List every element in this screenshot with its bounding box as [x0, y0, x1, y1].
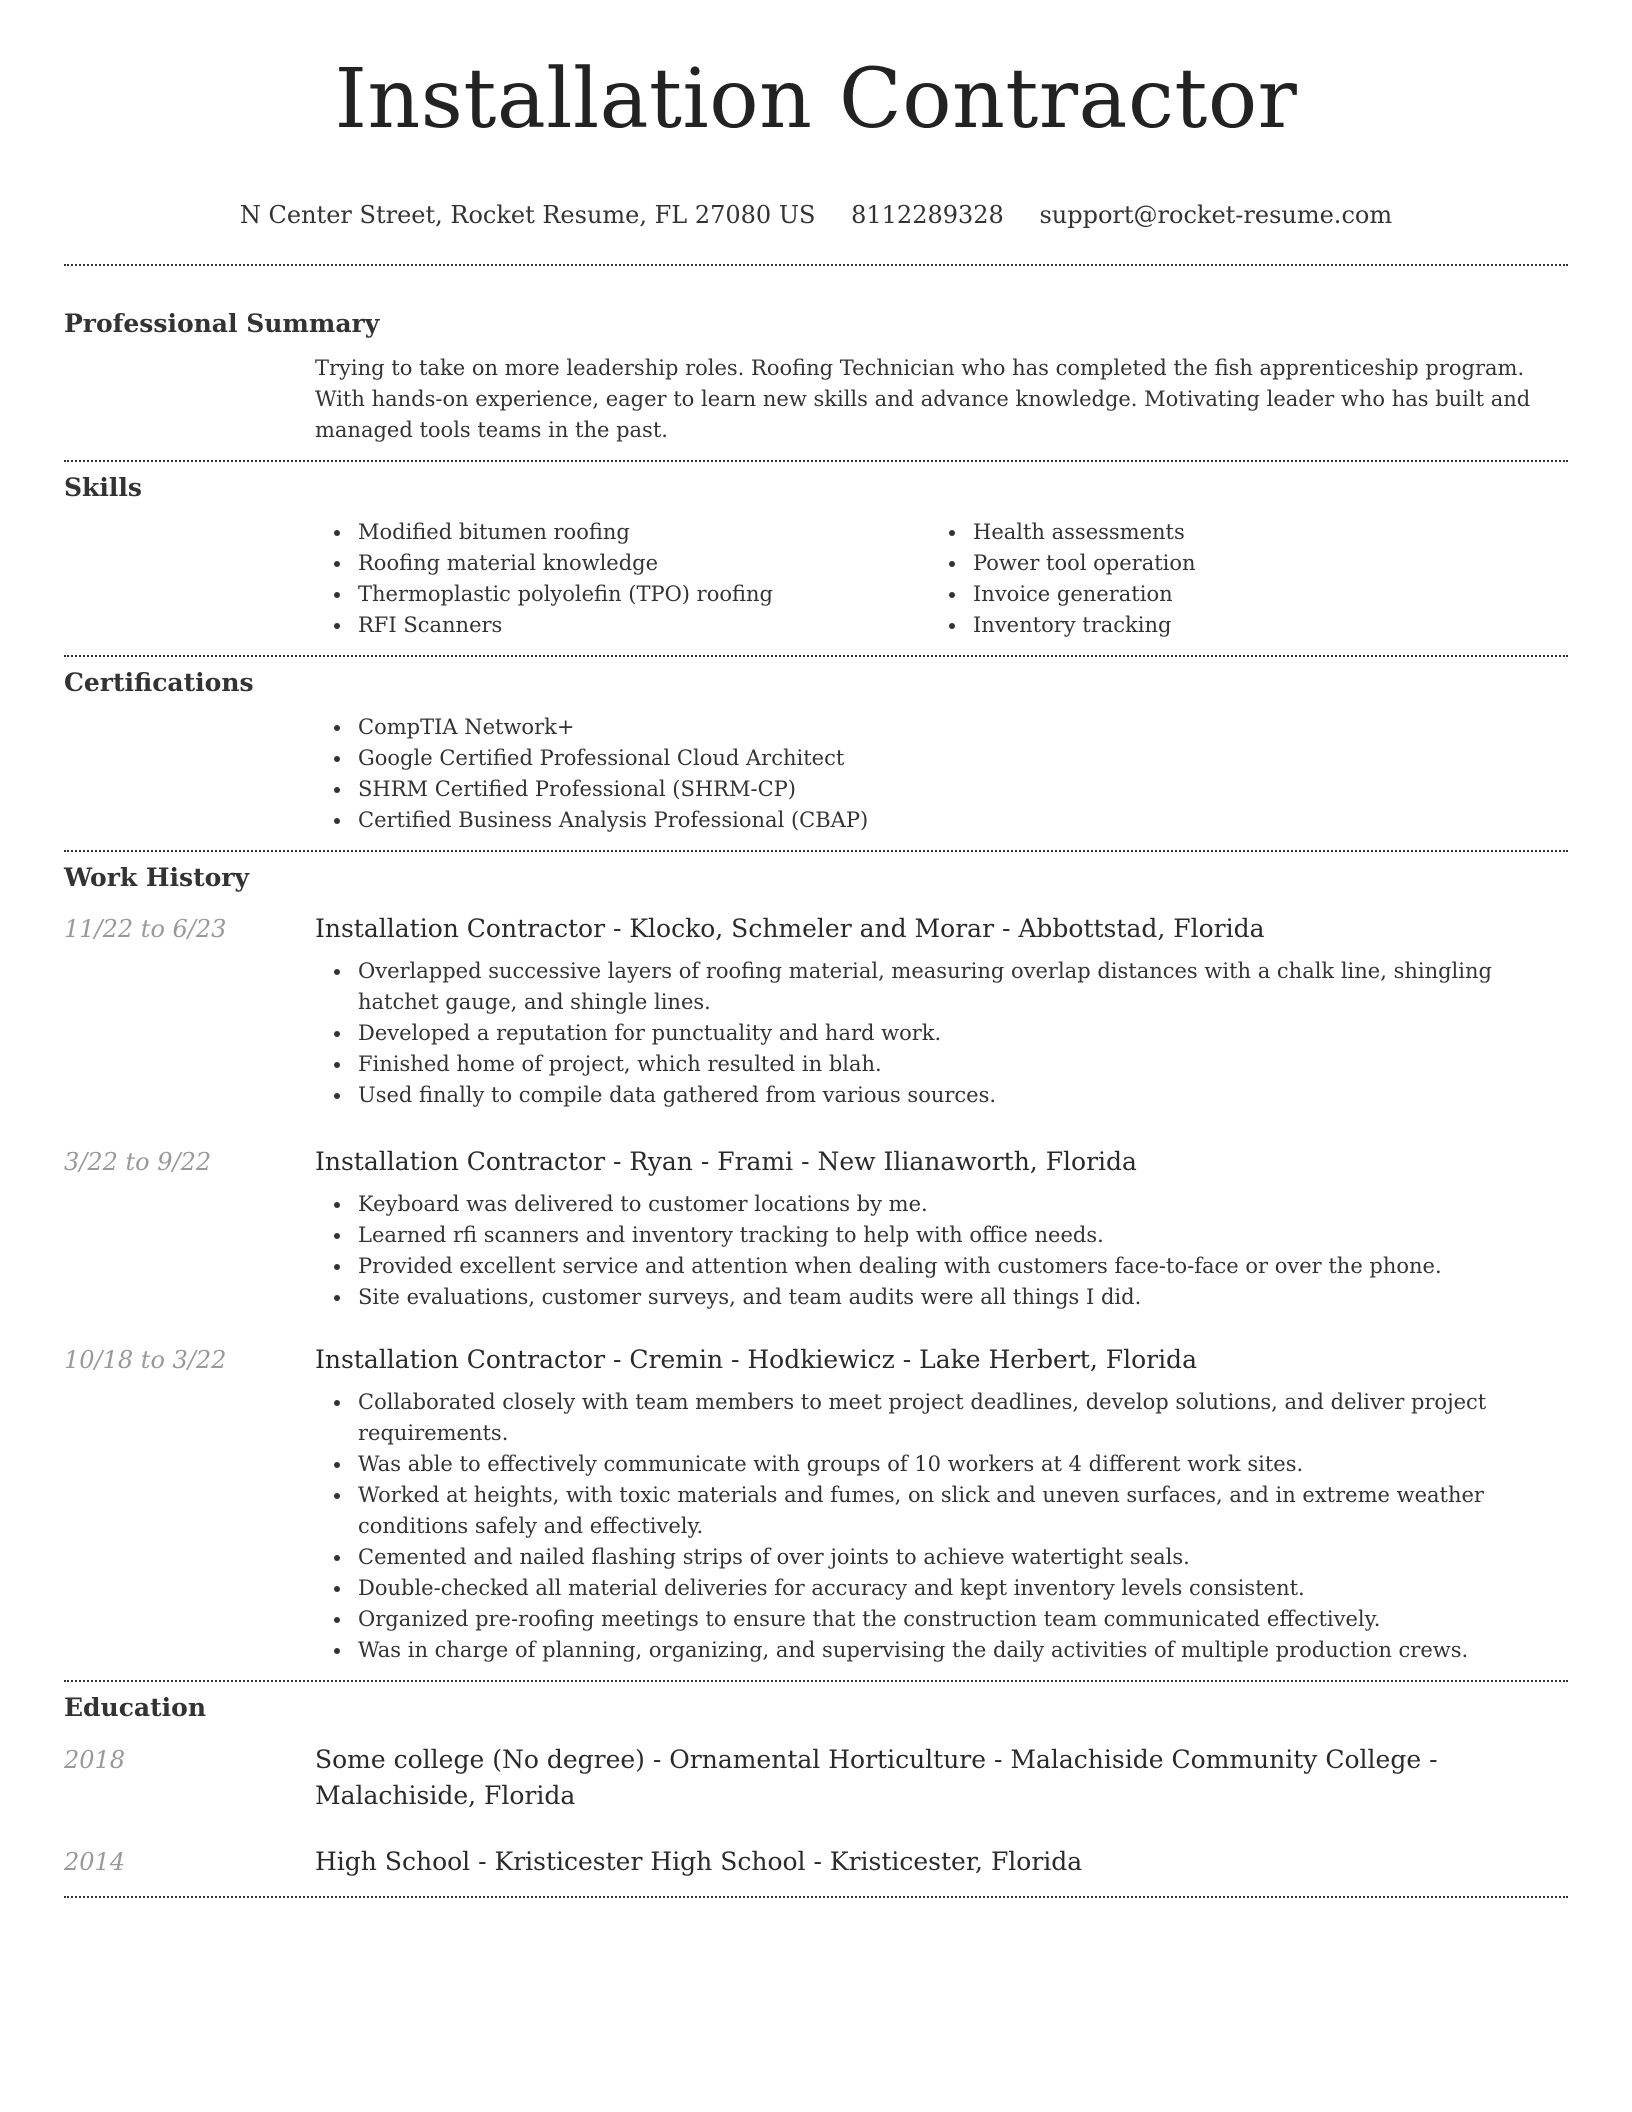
education-year: 2018: [64, 1746, 126, 1774]
summary-section: [64, 266, 1568, 460]
skill-item: Roofing material knowledge: [315, 548, 930, 579]
skill-item: Health assessments: [930, 517, 1545, 548]
job-bullet: Keyboard was delivered to customer locations by me.: [315, 1189, 1568, 1220]
job-entry: [64, 1343, 1568, 1680]
skills-list-right: [930, 517, 1545, 641]
skills-section: [64, 462, 1568, 655]
job-bullet: Finished home of project, which resulted in blah.: [315, 1049, 1568, 1080]
job-heading: Installation Contractor - Cremin - Hodkiewicz - Lake Herbert, Florida: [315, 1345, 1197, 1374]
job-bullet: Double-checked all material deliveries for accuracy and kept inventory levels consistent.: [315, 1573, 1568, 1604]
job-dates: 11/22 to 6/23: [64, 915, 227, 943]
certification-item: Google Certified Professional Cloud Architect: [315, 743, 1568, 774]
job-bullet: Collaborated closely with team members to meet project deadlines, develop solutions, and deliver project requirements.: [315, 1387, 1568, 1449]
job-bullet: Site evaluations, customer surveys, and team audits were all things I did.: [315, 1282, 1568, 1313]
education-year: 2014: [64, 1848, 126, 1876]
skill-item: Invoice generation: [930, 579, 1545, 610]
contact-phone: 8112289328: [851, 201, 1004, 229]
skills-list-left: [315, 517, 930, 641]
job-bullet: Was able to effectively communicate with groups of 10 workers at 4 different work sites.: [315, 1449, 1568, 1480]
job-bullet: Overlapped successive layers of roofing material, measuring overlap distances with a chalk line, shingling hatchet gauge, and shingle lines.: [315, 956, 1568, 1018]
job-entry: [64, 912, 1568, 1111]
resume-header: [64, 0, 1568, 230]
education-title: Education: [64, 1693, 207, 1722]
work-history-title: Work History: [64, 863, 250, 892]
job-bullet: Organized pre-roofing meetings to ensure that the construction team communicated effectively.: [315, 1604, 1568, 1635]
certification-item: Certified Business Analysis Professional (CBAP): [315, 805, 1568, 836]
job-heading: Installation Contractor - Klocko, Schmeler and Morar - Abbottstad, Florida: [315, 914, 1265, 943]
job-bullet: Provided excellent service and attention when dealing with customers face-to-face or over the phone.: [315, 1251, 1568, 1282]
job-bullets: [315, 956, 1568, 1111]
job-dates: 10/18 to 3/22: [64, 1346, 227, 1374]
skill-item: Inventory tracking: [930, 610, 1545, 641]
skill-item: Power tool operation: [930, 548, 1545, 579]
certification-item: CompTIA Network+: [315, 712, 1568, 743]
skills-title: Skills: [64, 473, 142, 502]
education-text: High School - Kristicester High School - Kristicester, Florida: [315, 1847, 1083, 1876]
skill-item: Thermoplastic polyolefin (TPO) roofing: [315, 579, 930, 610]
skills-grid: [315, 517, 1568, 655]
summary-title: Professional Summary: [64, 309, 380, 338]
contact-email: support@rocket-resume.com: [1039, 201, 1393, 229]
contact-line: [64, 200, 1568, 230]
job-bullet: Worked at heights, with toxic materials and fumes, on slick and uneven surfaces, and in extreme weather conditions safely and effectively.: [315, 1480, 1568, 1542]
skill-item: RFI Scanners: [315, 610, 930, 641]
job-entry: [64, 1145, 1568, 1313]
certifications-title: Certifications: [64, 668, 254, 697]
job-bullet: Learned rfi scanners and inventory tracking to help with office needs.: [315, 1220, 1568, 1251]
job-heading: Installation Contractor - Ryan - Frami - New Ilianaworth, Florida: [315, 1147, 1137, 1176]
contact-address: N Center Street, Rocket Resume, FL 27080 US: [239, 201, 816, 229]
certifications-list: [315, 712, 1568, 850]
certification-item: SHRM Certified Professional (SHRM-CP): [315, 774, 1568, 805]
job-bullet: Was in charge of planning, organizing, and supervising the daily activities of multiple production crews.: [315, 1635, 1568, 1666]
job-bullet: Cemented and nailed flashing strips of over joints to achieve watertight seals.: [315, 1542, 1568, 1573]
job-dates: 3/22 to 9/22: [64, 1148, 212, 1176]
job-bullet: Used finally to compile data gathered from various sources.: [315, 1080, 1568, 1111]
work-history-section: [64, 852, 1568, 1680]
summary-text: Trying to take on more leadership roles. Roofing Technician who has completed the fish apprenticeship program. With hands-on experience, eager to learn new skills and advance knowledge. Motivating leader who has built and managed tools teams in the past.: [315, 356, 1531, 442]
job-bullets: [315, 1387, 1568, 1666]
education-section: [64, 1682, 1568, 1896]
section-divider: [64, 1896, 1568, 1898]
certifications-section: [64, 657, 1568, 850]
education-entry: [64, 1742, 1568, 1814]
education-text: Some college (No degree) - Ornamental Horticulture - Malachiside Community College - Malachiside, Florida: [315, 1745, 1438, 1810]
job-bullet: Developed a reputation for punctuality and hard work.: [315, 1018, 1568, 1049]
job-bullets: [315, 1189, 1568, 1313]
skill-item: Modified bitumen roofing: [315, 517, 930, 548]
resume-name: Installation Contractor: [334, 52, 1298, 147]
education-entry: [64, 1844, 1568, 1896]
